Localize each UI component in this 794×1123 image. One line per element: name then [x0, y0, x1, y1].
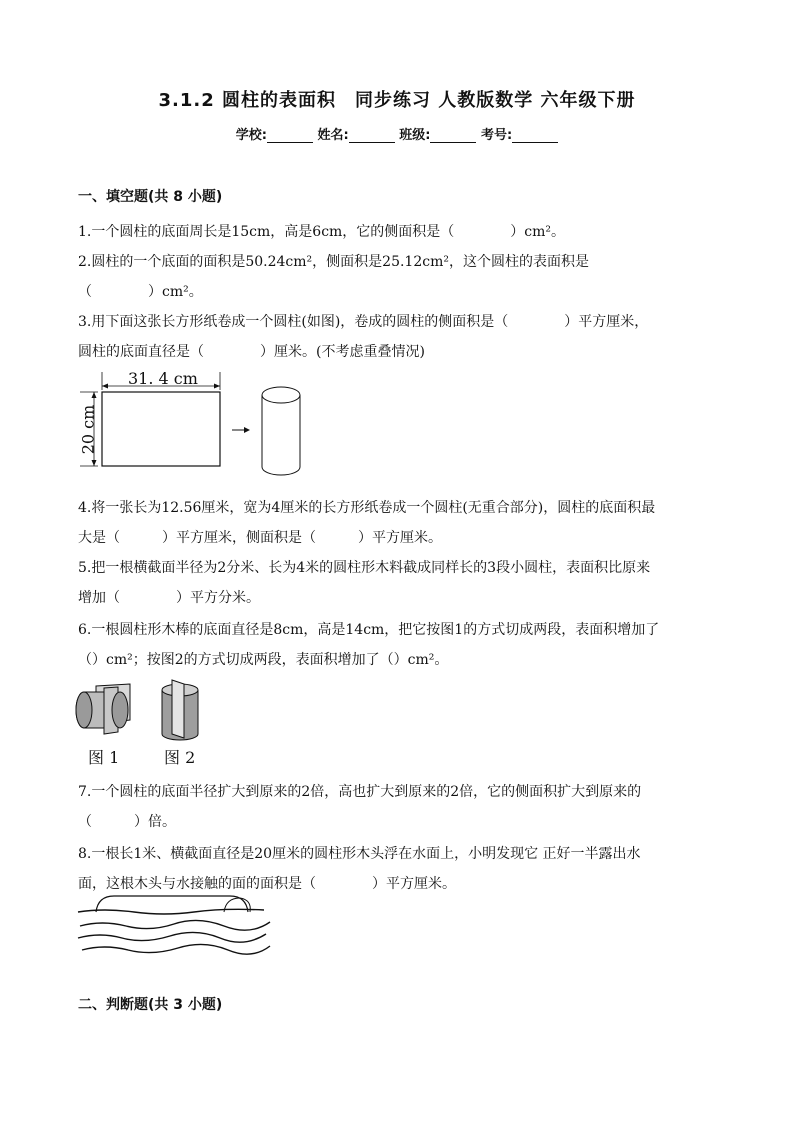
- question-3-line2: 圆柱的底面直径是（ ）厘米。(不考虑重叠情况): [78, 344, 425, 360]
- class-label: 班级:: [399, 128, 431, 143]
- question-5-line2: 增加（ ）平方分米。: [78, 590, 260, 606]
- question-7-line2: （ ）倍。: [78, 814, 176, 830]
- class-blank[interactable]: [430, 128, 476, 143]
- figure1-cylinder-cut: [74, 680, 134, 740]
- figure1-label: 图 1: [88, 748, 120, 767]
- paper-rectangle: [102, 392, 220, 466]
- school-blank[interactable]: [267, 128, 313, 143]
- question-2-line2: （ ）cm²。: [78, 284, 203, 300]
- student-info-line: [0, 124, 794, 143]
- question-1: 1.一个圆柱的底面周长是15cm，高是6cm，它的侧面积是（ ）cm²。: [78, 224, 566, 240]
- id-label: 考号:: [481, 128, 513, 143]
- id-blank[interactable]: [512, 128, 558, 143]
- question-4-line2: 大是（ ）平方厘米，侧面积是（ ）平方厘米。: [78, 530, 442, 546]
- height-label: 20 cm: [78, 404, 98, 455]
- section2-heading: 二、判断题(共 3 小题): [78, 997, 223, 1013]
- section1-heading: 一、填空题(共 8 小题): [78, 189, 223, 205]
- name-blank[interactable]: [349, 128, 395, 143]
- name-label: 姓名:: [317, 128, 349, 143]
- question-3-line1: 3.用下面这张长方形纸卷成一个圆柱(如图)，卷成的圆柱的侧面积是（ ）平方厘米，: [78, 314, 649, 330]
- question-2-line1: 2.圆柱的一个底面的面积是50.24cm²，侧面积是25.12cm²，这个圆柱的表面积是: [78, 254, 589, 270]
- width-label: 31. 4 cm: [128, 369, 198, 388]
- cylinder-icon: [262, 387, 300, 475]
- figure2-label: 图 2: [164, 748, 196, 767]
- rectangle-to-cylinder-figure: [70, 366, 330, 478]
- school-label: 学校:: [235, 128, 267, 143]
- question-5-line1: 5.把一根横截面半径为2分米、长为4米的圆柱形木料截成同样长的3段小圆柱，表面积比原来: [78, 560, 651, 576]
- question-7-line1: 7.一个圆柱的底面半径扩大到原来的2倍，高也扩大到原来的2倍，它的侧面积扩大到原来的: [78, 784, 642, 800]
- page-title: 3.1.2 圆柱的表面积 同步练习 人教版数学 六年级下册: [158, 90, 636, 111]
- question-4-line1: 4.将一张长为12.56厘米，宽为4厘米的长方形纸卷成一个圆柱(无重合部分)，圆柱的底面积最: [78, 500, 656, 516]
- figure2-cylinder-cut: [158, 678, 208, 742]
- floating-log-figure: [74, 892, 274, 956]
- question-6-line2: （）cm²；按图2的方式切成两段，表面积增加了（）cm²。: [78, 652, 449, 668]
- question-8-line2: 面，这根木头与水接触的面的面积是（ ）平方厘米。: [78, 876, 456, 892]
- question-6-line1: 6.一根圆柱形木棒的底面直径是8cm，高是14cm，把它按图1的方式切成两段，表面积增加了: [78, 622, 660, 638]
- water-line: [78, 909, 264, 914]
- question-8-line1: 8.一根长1米、横截面直径是20厘米的圆柱形木头浮在水面上，小明发现它 正好一半露出水: [78, 846, 641, 862]
